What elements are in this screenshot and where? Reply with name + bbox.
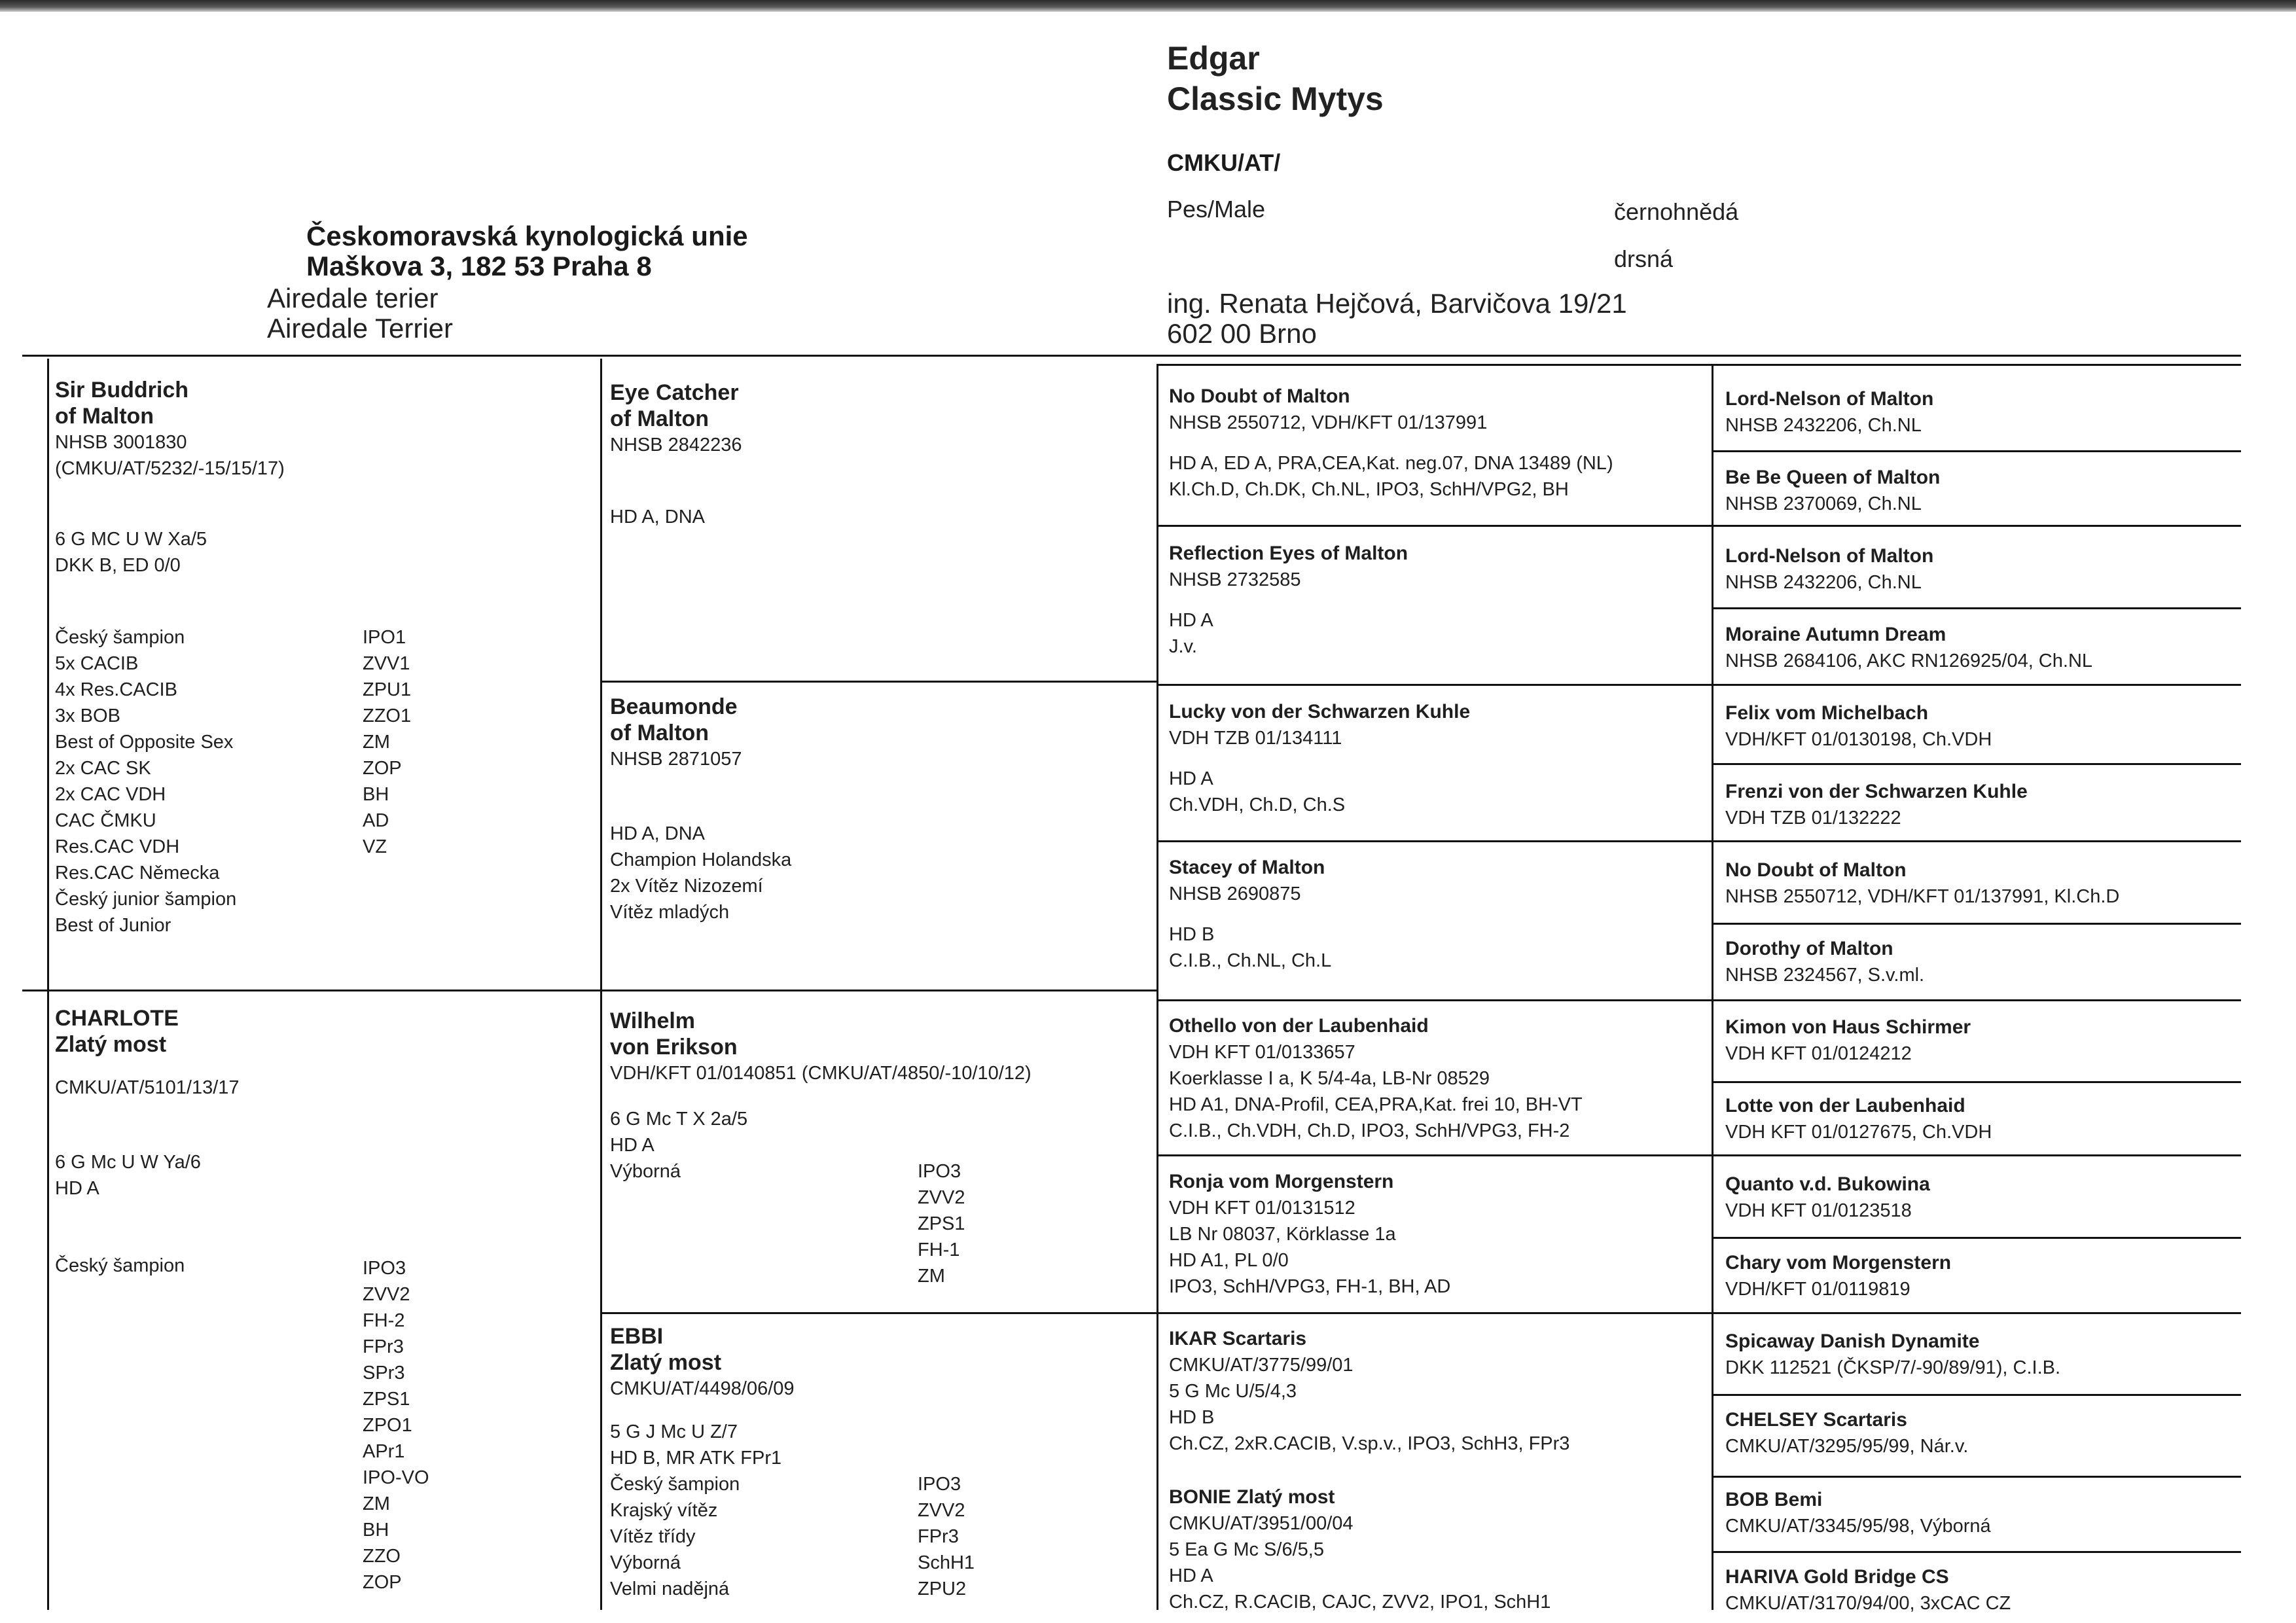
dam-work: ZVV2 xyxy=(363,1284,410,1305)
gen3-line: 5 Ea G Mc S/6/5,5 xyxy=(1169,1539,1324,1560)
row-line-gen4-1 xyxy=(1712,450,2241,452)
gen2-ds-title: Výborná xyxy=(610,1161,681,1182)
gen3-ancestor-3 xyxy=(1169,699,1706,818)
gen3-name: IKAR Scartaris xyxy=(1169,1328,1307,1349)
gen2-ds-name-line2: von Erikson xyxy=(610,1035,738,1060)
gen3-line: IPO3, SchH/VPG3, FH-1, BH, AD xyxy=(1169,1276,1451,1297)
gen3-name: Othello von der Laubenhaid xyxy=(1169,1015,1429,1037)
gen3-ancestor-4 xyxy=(1169,855,1706,974)
gen4-reg: NHSB 2324567, S.v.ml. xyxy=(1725,965,1925,986)
gen4-name: Spicaway Danish Dynamite xyxy=(1725,1330,1980,1352)
dam-work: FPr3 xyxy=(363,1336,404,1357)
gen4-name: Moraine Autumn Dream xyxy=(1725,624,1946,645)
col-line-1 xyxy=(600,359,602,1610)
row-line-gen3-1 xyxy=(1157,525,1713,527)
row-line-gen4-6 xyxy=(1712,840,2241,842)
gen2-dd-name-line1: EBBI xyxy=(610,1324,664,1349)
sire-work: ZOP xyxy=(363,758,402,779)
gen4-name: Dorothy of Malton xyxy=(1725,938,1893,959)
gen2-ds-work: ZPS1 xyxy=(918,1213,965,1234)
gen3-line: 5 G Mc U/5/4,3 xyxy=(1169,1381,1297,1402)
gen4-ancestor-10 xyxy=(1725,1093,2236,1145)
gen2-ds-work: ZM xyxy=(918,1266,945,1287)
gen2-sd-name-line1: Beaumonde xyxy=(610,694,738,719)
gen4-ancestor-3 xyxy=(1725,543,2236,596)
gen4-reg: VDH KFT 01/0127675, Ch.VDH xyxy=(1725,1122,1992,1143)
gen4-reg: DKK 112521 (ČKSP/7/-90/89/91), C.I.B. xyxy=(1725,1357,2061,1378)
sire-name-line2: of Malton xyxy=(55,404,154,429)
gen4-ancestor-9 xyxy=(1725,1014,2236,1067)
sire-name-line1: Sir Buddrich xyxy=(55,378,189,402)
dog-sex: Pes/Male xyxy=(1167,196,1266,223)
gen2-dd-work: ZPU2 xyxy=(918,1578,967,1599)
dam-work: ZZO xyxy=(363,1546,401,1567)
gen2-sd-block xyxy=(610,694,1147,925)
sire-work: AD xyxy=(363,810,389,831)
gen4-name: Lord-Nelson of Malton xyxy=(1725,545,1934,567)
gen2-sd-line: 2x Vítěz Nizozemí xyxy=(610,876,763,897)
row-line-gen4-2 xyxy=(1712,525,2241,527)
gen4-name: BOB Bemi xyxy=(1725,1489,1823,1510)
gen4-reg: VDH TZB 01/132222 xyxy=(1725,808,1901,829)
sire-title: 4x Res.CACIB xyxy=(55,679,177,700)
gen2-dd-work: FPr3 xyxy=(918,1526,959,1547)
gen3-ancestor-7 xyxy=(1169,1326,1706,1457)
sire-block xyxy=(55,377,592,938)
dam-work: IPO3 xyxy=(363,1258,406,1279)
gen4-name: HARIVA Gold Bridge CS xyxy=(1725,1566,1949,1588)
gen4-ancestor-15 xyxy=(1725,1487,2236,1539)
header-rule xyxy=(22,355,2241,357)
gen3-reg: NHSB 2690875 xyxy=(1169,883,1301,904)
row-line-gen3-2 xyxy=(1157,684,1713,686)
gen4-name: Frenzi von der Schwarzen Kuhle xyxy=(1725,781,2028,802)
gen3-line: Kl.Ch.D, Ch.DK, Ch.NL, IPO3, SchH/VPG2, BH xyxy=(1169,479,1569,500)
sire-work: IPO1 xyxy=(363,627,406,648)
dam-reg: CMKU/AT/5101/13/17 xyxy=(55,1077,240,1098)
gen2-sd-line: HD A, DNA xyxy=(610,823,706,844)
gen2-dd-title: Vítěz třídy xyxy=(610,1526,696,1547)
gen4-name: Kimon von Haus Schirmer xyxy=(1725,1016,1971,1038)
gen4-ancestor-5 xyxy=(1725,700,2236,753)
gen4-reg: VDH/KFT 01/0119819 xyxy=(1725,1279,1910,1300)
dog-name-line2: Classic Mytys xyxy=(1167,80,1384,117)
dam-work: APr1 xyxy=(363,1441,405,1462)
row-line-gen4-5 xyxy=(1712,763,2241,765)
gen3-line: Ch.VDH, Ch.D, Ch.S xyxy=(1169,794,1346,815)
sire-title: Český šampion xyxy=(55,627,185,648)
gen3-reg: NHSB 2732585 xyxy=(1169,569,1301,590)
breeder-line2: 602 00 Brno xyxy=(1167,318,1317,349)
gen2-dd-work: ZVV2 xyxy=(918,1500,965,1521)
gen4-name: Quanto v.d. Bukowina xyxy=(1725,1173,1930,1195)
gen2-dd-block xyxy=(610,1323,1147,1602)
gen3-name: BONIE Zlatý most xyxy=(1169,1486,1335,1508)
row-line-gen4-13 xyxy=(1712,1394,2241,1396)
gen2-dd-work: IPO3 xyxy=(918,1474,961,1495)
gen3-ancestor-5 xyxy=(1169,1013,1706,1144)
gen4-reg: CMKU/AT/3345/95/98, Výborná xyxy=(1725,1516,1991,1537)
gen4-reg: NHSB 2432206, Ch.NL xyxy=(1725,572,1922,593)
sire-title: Český junior šampion xyxy=(55,889,237,910)
sire-work: ZPU1 xyxy=(363,679,412,700)
col-line-0 xyxy=(47,359,49,1610)
dam-work: ZPS1 xyxy=(363,1389,410,1410)
gen3-reg: VDH KFT 01/0131512 xyxy=(1169,1198,1355,1219)
row-line-gen2-a xyxy=(600,681,1158,683)
row-line-gen4-4 xyxy=(1712,684,2241,686)
gen3-line: HD A, ED A, PRA,CEA,Kat. neg.07, DNA 13489 (NL) xyxy=(1169,453,1613,474)
gen2-dd-name-line2: Zlatý most xyxy=(610,1350,722,1375)
row-line-gen4-15 xyxy=(1712,1551,2241,1553)
dam-work: SPr3 xyxy=(363,1363,405,1383)
gen2-dd-exam: 5 G J Mc U Z/7 xyxy=(610,1421,738,1442)
gen4-reg: VDH KFT 01/0124212 xyxy=(1725,1043,1912,1064)
row-line-gen4-9 xyxy=(1712,1081,2241,1083)
sire-title: Best of Opposite Sex xyxy=(55,732,234,753)
gen3-ancestor-1 xyxy=(1169,383,1706,503)
gen2-dd-title: Výborná xyxy=(610,1552,681,1573)
scan-top-edge xyxy=(0,0,2296,12)
gen3-line: HD A1, PL 0/0 xyxy=(1169,1250,1289,1271)
sire-work: VZ xyxy=(363,836,387,857)
sire-title: 3x BOB xyxy=(55,705,120,726)
gen3-line: HD B xyxy=(1169,1407,1215,1428)
gen2-sd-name-line2: of Malton xyxy=(610,721,709,745)
gen4-ancestor-13 xyxy=(1725,1329,2236,1381)
gen4-ancestor-6 xyxy=(1725,779,2236,831)
gen4-ancestor-11 xyxy=(1725,1171,2236,1224)
gen3-line: C.I.B., Ch.NL, Ch.L xyxy=(1169,950,1332,971)
gen3-name: Lucky von der Schwarzen Kuhle xyxy=(1169,701,1471,722)
sire-title: CAC ČMKU xyxy=(55,810,156,831)
gen3-name: Stacey of Malton xyxy=(1169,857,1325,878)
gen2-ds-work: FH-1 xyxy=(918,1240,960,1260)
row-line-gen3-6 xyxy=(1157,1312,1713,1314)
gen4-ancestor-1 xyxy=(1725,386,2236,438)
gen4-reg: NHSB 2684106, AKC RN126925/04, Ch.NL xyxy=(1725,651,2093,671)
gen4-name: No Doubt of Malton xyxy=(1725,859,1907,881)
gen2-ss-name-line2: of Malton xyxy=(610,406,709,431)
gen3-ancestor-6 xyxy=(1169,1169,1706,1300)
sire-work: ZM xyxy=(363,732,390,753)
gen2-ds-health: HD A xyxy=(610,1135,655,1156)
sire-reg1: NHSB 3001830 xyxy=(55,432,187,453)
sire-title: Res.CAC VDH xyxy=(55,836,180,857)
breeder-line1: ing. Renata Hejčová, Barvičova 19/21 xyxy=(1167,288,1627,319)
gen4-ancestor-8 xyxy=(1725,936,2236,988)
dam-work: BH xyxy=(363,1520,389,1541)
dam-block xyxy=(55,1005,592,1596)
gen4-reg: VDH KFT 01/0123518 xyxy=(1725,1200,1912,1221)
gen2-dd-title: Velmi nadějná xyxy=(610,1578,730,1599)
dog-color: černohnědá xyxy=(1614,198,1739,225)
gen4-ancestor-14 xyxy=(1725,1407,2236,1459)
gen2-sd-line: Champion Holandska xyxy=(610,849,792,870)
row-line-gen1 xyxy=(22,990,1158,991)
gen2-ds-name-line1: Wilhelm xyxy=(610,1008,696,1033)
sire-work: BH xyxy=(363,784,389,805)
gen2-ss-reg: NHSB 2842236 xyxy=(610,435,742,455)
gen4-reg: NHSB 2432206, Ch.NL xyxy=(1725,415,1922,436)
dam-title: Český šampion xyxy=(55,1255,185,1276)
sire-work: ZVV1 xyxy=(363,653,410,674)
gen4-ancestor-16 xyxy=(1725,1564,2236,1616)
dog-registration: CMKU/AT/ xyxy=(1167,149,1281,176)
dam-exam2: HD A xyxy=(55,1178,99,1199)
sire-title: Res.CAC Německa xyxy=(55,863,220,883)
club-address: Maškova 3, 182 53 Praha 8 xyxy=(306,251,652,281)
dog-name-line1: Edgar xyxy=(1167,40,1260,77)
gen3-line: HD B xyxy=(1169,924,1215,945)
dog-coat: drsná xyxy=(1614,245,1674,272)
gen4-reg: CMKU/AT/3170/94/00, 3xCAC CZ xyxy=(1725,1593,2011,1614)
gen3-line: Ch.CZ, 2xR.CACIB, V.sp.v., IPO3, SchH3, FPr3 xyxy=(1169,1433,1570,1454)
gen3-line: HD A xyxy=(1169,610,1213,631)
row-line-gen3-3 xyxy=(1157,840,1713,842)
row-line-gen4-12 xyxy=(1712,1312,2241,1314)
gen3-reg: NHSB 2550712, VDH/KFT 01/137991 xyxy=(1169,412,1488,433)
gen3-line: HD A xyxy=(1169,1565,1213,1586)
gen2-dd-reg: CMKU/AT/4498/06/09 xyxy=(610,1378,795,1399)
gen2-ds-exam: 6 G Mc T X 2a/5 xyxy=(610,1109,748,1130)
row-line-gen4-11 xyxy=(1712,1237,2241,1239)
gen4-ancestor-4 xyxy=(1725,622,2236,674)
gen4-ancestor-7 xyxy=(1725,857,2236,910)
gen3-reg: VDH TZB 01/134111 xyxy=(1169,728,1342,749)
gen3-reg: VDH KFT 01/0133657 xyxy=(1169,1042,1355,1063)
gen2-ds-work: IPO3 xyxy=(918,1161,961,1182)
row-line-gen3-5 xyxy=(1157,1154,1713,1156)
gen3-reg: CMKU/AT/3775/99/01 xyxy=(1169,1355,1354,1376)
gen3-ancestor-8 xyxy=(1169,1484,1706,1615)
gen3-line: HD A1, DNA-Profil, CEA,PRA,Kat. frei 10, BH-VT xyxy=(1169,1094,1583,1115)
gen2-ds-block xyxy=(610,1008,1147,1289)
gen4-name: Be Be Queen of Malton xyxy=(1725,467,1941,488)
gen2-dd-work: SchH1 xyxy=(918,1552,975,1573)
dam-work: ZPO1 xyxy=(363,1415,412,1436)
gen3-line: J.v. xyxy=(1169,636,1197,657)
row-line-gen4-7 xyxy=(1712,923,2241,925)
gen3-name: Ronja vom Morgenstern xyxy=(1169,1171,1394,1192)
breed-cz: Airedale terier xyxy=(267,283,439,313)
gen2-ss-block xyxy=(610,380,1147,530)
sire-work: ZZO1 xyxy=(363,705,412,726)
gen2-dd-title: Krajský vítěz xyxy=(610,1500,718,1521)
row-line-gen4-8 xyxy=(1712,999,2241,1001)
dam-name-line1: CHARLOTE xyxy=(55,1006,179,1031)
gen4-reg: NHSB 2370069, Ch.NL xyxy=(1725,493,1922,514)
dam-work: IPO-VO xyxy=(363,1467,429,1488)
sire-exam1: 6 G MC U W Xa/5 xyxy=(55,529,207,550)
gen4-reg: VDH/KFT 01/0130198, Ch.VDH xyxy=(1725,729,1992,750)
gen3-line: C.I.B., Ch.VDH, Ch.D, IPO3, SchH/VPG3, FH-2 xyxy=(1169,1120,1570,1141)
col-line-2 xyxy=(1157,364,1158,1610)
gen3-name: No Doubt of Malton xyxy=(1169,385,1350,407)
gen2-sd-line: Vítěz mladých xyxy=(610,902,730,923)
row-line-gen2-b xyxy=(600,1312,1158,1314)
gen4-name: Chary vom Morgenstern xyxy=(1725,1252,1952,1274)
dam-work: ZOP xyxy=(363,1572,402,1593)
gen3-line: Ch.CZ, R.CACIB, CAJC, ZVV2, IPO1, SchH1 xyxy=(1169,1592,1551,1613)
gen3-line: HD A xyxy=(1169,768,1213,789)
gen3-ancestor-2 xyxy=(1169,541,1706,660)
sire-title: 2x CAC SK xyxy=(55,758,151,779)
gen4-name: Lotte von der Laubenhaid xyxy=(1725,1095,1965,1116)
gen4-ancestor-12 xyxy=(1725,1250,2236,1302)
row-line-gen4-10 xyxy=(1712,1154,2241,1156)
col-line-3 xyxy=(1712,364,1713,1610)
gen4-reg: CMKU/AT/3295/95/99, Nár.v. xyxy=(1725,1436,1969,1457)
row-line-gen4-3 xyxy=(1712,607,2241,609)
sire-title: 2x CAC VDH xyxy=(55,784,166,805)
gen4-name: Felix vom Michelbach xyxy=(1725,702,1929,724)
gen3-reg: CMKU/AT/3951/00/04 xyxy=(1169,1513,1354,1534)
gen4-reg: NHSB 2550712, VDH/KFT 01/137991, Kl.Ch.D xyxy=(1725,886,2120,907)
dam-name-line2: Zlatý most xyxy=(55,1032,167,1057)
gen4-name: CHELSEY Scartaris xyxy=(1725,1409,1907,1431)
row-line-gen4-14 xyxy=(1712,1476,2241,1478)
gen2-ds-reg: VDH/KFT 01/0140851 (CMKU/AT/4850/-10/10/12) xyxy=(610,1063,1031,1084)
dam-exam1: 6 G Mc U W Ya/6 xyxy=(55,1152,201,1173)
breed-en: Airedale Terrier xyxy=(267,313,454,344)
gen4-name: Lord-Nelson of Malton xyxy=(1725,388,1934,410)
gen2-ss-health: HD A, DNA xyxy=(610,507,706,527)
gen2-dd-health: HD B, MR ATK FPr1 xyxy=(610,1448,782,1469)
gen3-line: Koerklasse I a, K 5/4-4a, LB-Nr 08529 xyxy=(1169,1068,1490,1089)
gen2-ss-name-line1: Eye Catcher xyxy=(610,380,739,405)
sire-title: Best of Junior xyxy=(55,915,171,936)
gen2-dd-title: Český šampion xyxy=(610,1474,740,1495)
gen2-ds-work: ZVV2 xyxy=(918,1187,965,1208)
gen3-name: Reflection Eyes of Malton xyxy=(1169,543,1408,564)
dam-work: ZM xyxy=(363,1493,390,1514)
dam-work: FH-2 xyxy=(363,1310,405,1331)
gen2-sd-reg: NHSB 2871057 xyxy=(610,749,742,770)
club-name: Českomoravská kynologická unie xyxy=(306,221,748,251)
row-line-gen3-4 xyxy=(1157,999,1713,1001)
header-rule-right xyxy=(1158,364,2241,366)
sire-reg2: (CMKU/AT/5232/-15/15/17) xyxy=(55,458,285,479)
sire-title: 5x CACIB xyxy=(55,653,139,674)
gen4-ancestor-2 xyxy=(1725,465,2236,517)
sire-exam2: DKK B, ED 0/0 xyxy=(55,555,181,576)
gen3-line: LB Nr 08037, Körklasse 1a xyxy=(1169,1224,1396,1245)
